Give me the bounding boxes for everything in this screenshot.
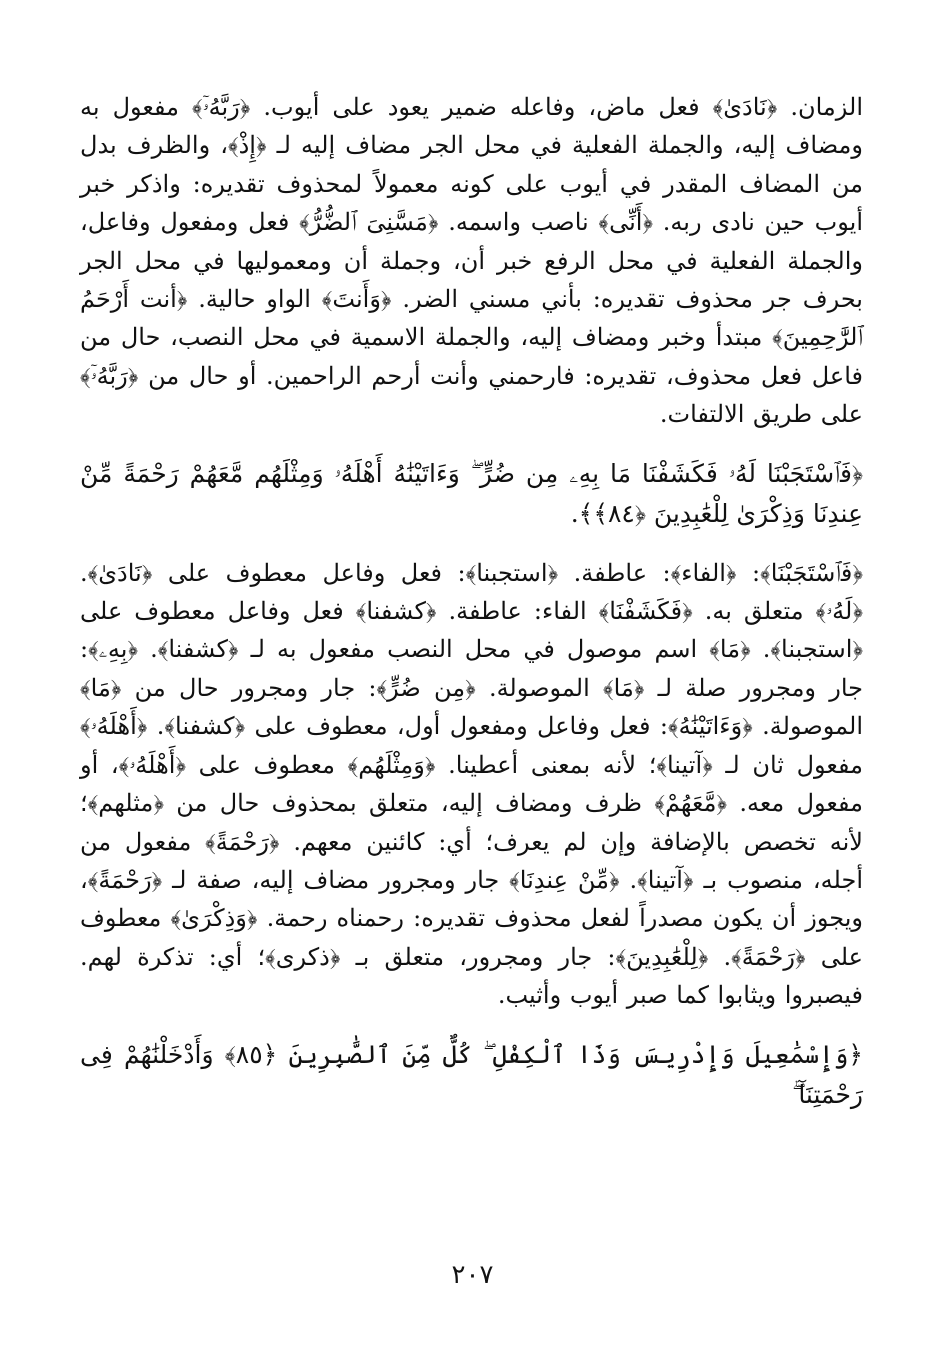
page-body xyxy=(80,88,863,1305)
quran-verse-85: ﴿وَإِسْمَٰعِيلَ وَإِدْرِيسَ وَذَا ٱلْكِفْلِ ۖ كُلٌّ مِّنَ ٱلصَّٰبِرِينَ ﴿٨٥﴾ وَأَدْخَلْنَٰهُمْ فِى رَحْمَتِنَآ ۖ xyxy=(80,1039,863,1109)
page-number: ٢٠٧ xyxy=(451,1260,494,1290)
spacer xyxy=(80,434,863,454)
spacer xyxy=(80,1015,863,1035)
commentary-paragraph-1: الزمان. ﴿نَادَىٰ﴾ فعل ماض، وفاعله ضمير يعود على أيوب. ﴿رَبَّهُۥٓ﴾ مفعول به ومضاف إليه، والجملة الفعلية في محل الجر مضاف إليه لـ ﴿إِذْ﴾، والظرف بدل من المضاف المقدر في أيوب على كونه معمولاً لمحذوف تقديره: واذكر خبر أيوب حين نادى ربه. ﴿أَنِّى﴾ ناصب واسمه. ﴿مَسَّنِىَ ٱلضُّرُّ﴾ فعل ومفعول وفاعل، والجملة الفعلية في محل الرفع خبر أن، وجملة أن ومعموليها في محل الجر بحرف جر محذوف تقديره: بأني مسني الضر. ﴿وَأَنتَ﴾ الواو حالية. ﴿أنت أَرْحَمُ ٱلرَّٰحِمِينَ﴾ مبتدأ وخبر ومضاف إليه، والجملة الاسمية في محل النصب، حال من فاعل فعل محذوف، تقديره: فارحمني وأنت أرحم الراحمين. أو حال من ﴿رَبَّهُۥٓ﴾ على طريق الالتفات. xyxy=(80,93,863,429)
commentary-paragraph-2: ﴿فَٱسْتَجَبْنَا﴾: ﴿الفاء﴾: عاطفة. ﴿استجبنا﴾: فعل وفاعل معطوف على ﴿نَادَىٰ﴾. ﴿لَهُۥ﴾ متعلق به. ﴿فَكَشَفْنَا﴾ الفاء: عاطفة. ﴿كشفنا﴾ فعل وفاعل معطوف على ﴿استجبنا﴾. ﴿مَا﴾ اسم موصول في محل النصب مفعول به لـ ﴿كشفنا﴾. ﴿بِهِۦ﴾: جار ومجرور صلة لـ ﴿مَا﴾ الموصولة. ﴿مِن ضُرٍّ﴾: جار ومجرور حال من ﴿مَا﴾ الموصولة. ﴿وَءَاتَيْنَٰهُ﴾: فعل وفاعل ومفعول أول، معطوف على ﴿كشفنا﴾. ﴿أَهْلَهُۥ﴾ مفعول ثان لـ ﴿آتينا﴾؛ لأنه بمعنى أعطينا. ﴿وَمِثْلَهُم﴾ معطوف على ﴿أَهْلَهُۥ﴾، أو مفعول معه. ﴿مَّعَهُمْ﴾ ظرف ومضاف إليه، متعلق بمحذوف حال من ﴿مثلهم﴾؛ لأنه تخصص بالإضافة وإن لم يعرف؛ أي: كائنين معهم. ﴿رَحْمَةً﴾ مفعول من أجله، منصوب بـ ﴿آتينا﴾. ﴿مِّنْ عِندِنَا﴾ جار ومجرور مضاف إليه، صفة لـ ﴿رَحْمَةً﴾، ويجوز أن يكون مصدراً لفعل محذوف تقديره: رحمناه رحمة. ﴿وَذِكْرَىٰ﴾ معطوف على ﴿رَحْمَةً﴾. ﴿لِلْعَٰبِدِينَ﴾: جار ومجرور، متعلق بـ ﴿ذكرى﴾؛ أي: تذكرة لهم. فيصبروا ويثابوا كما صبر أيوب وأثيب. xyxy=(80,558,863,1010)
quran-verse-84: ﴿فَٱسْتَجَبْنَا لَهُۥ فَكَشَفْنَا مَا بِهِۦ مِن ضُرٍّ ۖ وَءَاتَيْنَٰهُ أَهْلَهُۥ وَمِثْلَهُم مَّعَهُمْ رَحْمَةً مِّنْ عِندِنَا وَذِكْرَىٰ لِلْعَٰبِدِينَ ﴿٨٤﴾﴾. xyxy=(80,458,863,528)
spacer xyxy=(80,534,863,554)
